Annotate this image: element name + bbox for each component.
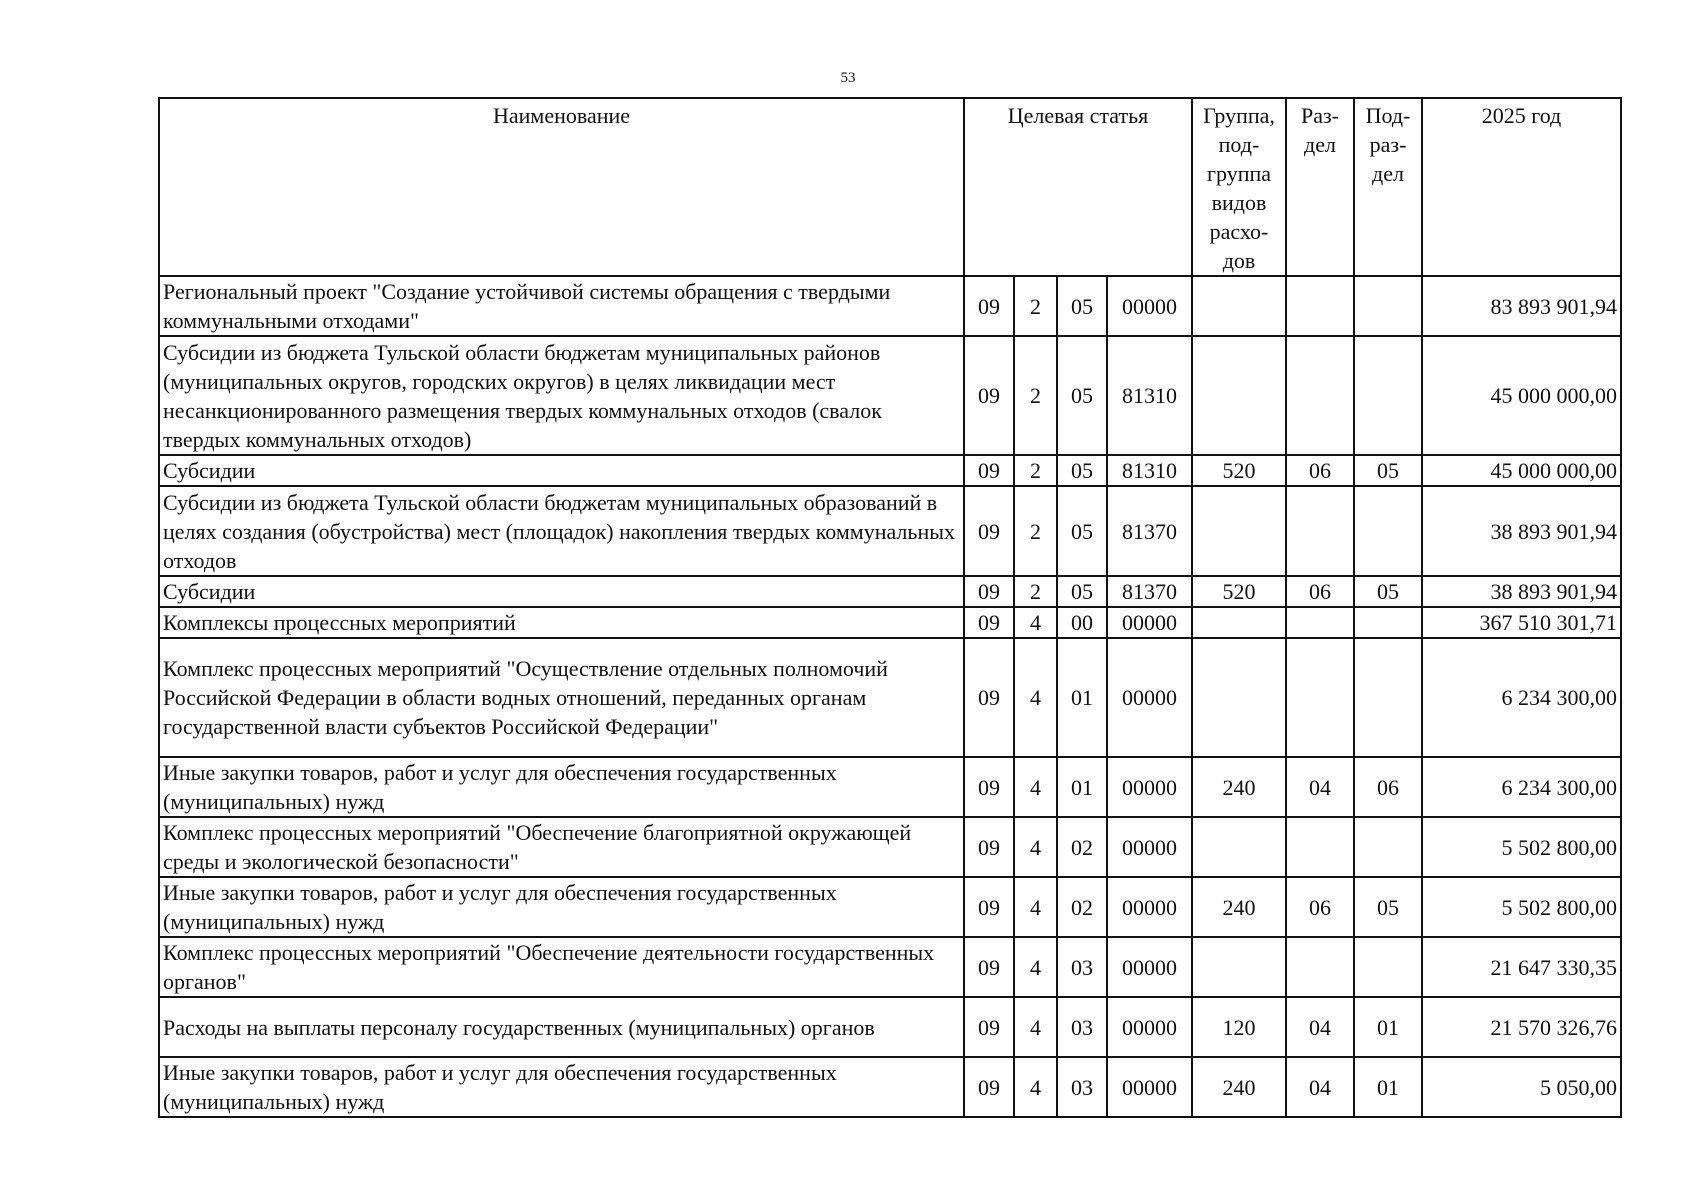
target-code-3: 01: [1057, 757, 1107, 817]
target-code-3: 02: [1057, 817, 1107, 877]
target-code-1: 09: [964, 817, 1014, 877]
target-code-1: 09: [964, 1057, 1014, 1117]
row-name: Субсидии: [159, 576, 964, 607]
section-code: 06: [1286, 877, 1354, 937]
amount-2025: 5 502 800,00: [1422, 877, 1621, 937]
target-code-3: 05: [1057, 276, 1107, 336]
row-name: Иные закупки товаров, работ и услуг для обеспечения государственных (муниципальных) нужд: [159, 1057, 964, 1117]
target-code-4: 00000: [1107, 1057, 1192, 1117]
target-code-3: 03: [1057, 997, 1107, 1057]
section-code: 04: [1286, 757, 1354, 817]
target-code-2: 2: [1014, 336, 1057, 455]
row-name: Региональный проект "Создание устойчивой системы обращения с твердыми коммунальными отходами": [159, 276, 964, 336]
expense-group: [1192, 336, 1286, 455]
table-row: [159, 757, 1621, 817]
target-code-2: 4: [1014, 817, 1057, 877]
budget-table: [158, 97, 1622, 1118]
amount-2025: 21 570 326,76: [1422, 997, 1621, 1057]
expense-group: 520: [1192, 576, 1286, 607]
row-name: Комплекс процессных мероприятий "Обеспечение благоприятной окружающей среды и экологической безопасности": [159, 817, 964, 877]
amount-2025: 45 000 000,00: [1422, 336, 1621, 455]
table-row: [159, 607, 1621, 638]
target-code-4: 00000: [1107, 937, 1192, 997]
row-name: Субсидии: [159, 455, 964, 486]
target-code-2: 2: [1014, 576, 1057, 607]
expense-group: [1192, 607, 1286, 638]
header-row: [159, 98, 1621, 276]
target-code-3: 03: [1057, 1057, 1107, 1117]
target-code-2: 2: [1014, 455, 1057, 486]
header-subsection: Под-раз-дел: [1354, 98, 1422, 276]
target-code-1: 09: [964, 486, 1014, 576]
section-code: 06: [1286, 455, 1354, 486]
amount-2025: 6 234 300,00: [1422, 638, 1621, 757]
expense-group: [1192, 937, 1286, 997]
section-code: 04: [1286, 997, 1354, 1057]
target-code-4: 00000: [1107, 276, 1192, 336]
target-code-4: 00000: [1107, 817, 1192, 877]
table-body: [159, 276, 1621, 1117]
row-name: Комплекс процессных мероприятий "Осуществление отдельных полномочий Российской Федерации в области водных отношений, переданных органам государственной власти субъектов Российской Федерации": [159, 638, 964, 757]
amount-2025: 38 893 901,94: [1422, 576, 1621, 607]
target-code-1: 09: [964, 607, 1014, 638]
target-code-4: 00000: [1107, 607, 1192, 638]
target-code-4: 00000: [1107, 638, 1192, 757]
row-name: Субсидии из бюджета Тульской области бюджетам муниципальных образований в целях создания (обустройства) мест (площадок) накопления твердых коммунальных отходов: [159, 486, 964, 576]
subsection-code: 01: [1354, 1057, 1422, 1117]
row-name: Иные закупки товаров, работ и услуг для обеспечения государственных (муниципальных) нужд: [159, 757, 964, 817]
table-row: [159, 336, 1621, 455]
expense-group: [1192, 486, 1286, 576]
target-code-3: 05: [1057, 576, 1107, 607]
target-code-2: 2: [1014, 486, 1057, 576]
subsection-code: [1354, 638, 1422, 757]
table-row: [159, 1057, 1621, 1117]
table-row: [159, 877, 1621, 937]
row-name: Комплекс процессных мероприятий "Обеспечение деятельности государственных органов": [159, 937, 964, 997]
expense-group: [1192, 276, 1286, 336]
subsection-code: [1354, 937, 1422, 997]
target-code-4: 81310: [1107, 336, 1192, 455]
subsection-code: [1354, 607, 1422, 638]
target-code-1: 09: [964, 276, 1014, 336]
target-code-1: 09: [964, 336, 1014, 455]
expense-group: 240: [1192, 877, 1286, 937]
target-code-1: 09: [964, 576, 1014, 607]
target-code-3: 03: [1057, 937, 1107, 997]
subsection-code: 06: [1354, 757, 1422, 817]
subsection-code: 05: [1354, 877, 1422, 937]
header-group: Группа, под-группа видов расхо-дов: [1192, 98, 1286, 276]
subsection-code: [1354, 486, 1422, 576]
section-code: [1286, 817, 1354, 877]
subsection-code: 01: [1354, 997, 1422, 1057]
target-code-3: 01: [1057, 638, 1107, 757]
table-row: [159, 638, 1621, 757]
header-section: Раз-дел: [1286, 98, 1354, 276]
target-code-4: 00000: [1107, 757, 1192, 817]
table-row: [159, 937, 1621, 997]
target-code-2: 4: [1014, 607, 1057, 638]
row-name: Субсидии из бюджета Тульской области бюджетам муниципальных районов (муниципальных округов, городских округов) в целях ликвидации мест несанкционированного размещения твердых коммунальных отходов (свалок твердых коммунальных отходов): [159, 336, 964, 455]
section-code: [1286, 336, 1354, 455]
target-code-1: 09: [964, 997, 1014, 1057]
target-code-3: 05: [1057, 486, 1107, 576]
expense-group: [1192, 817, 1286, 877]
target-code-4: 81370: [1107, 576, 1192, 607]
target-code-3: 02: [1057, 877, 1107, 937]
section-code: 06: [1286, 576, 1354, 607]
amount-2025: 5 502 800,00: [1422, 817, 1621, 877]
subsection-code: 05: [1354, 455, 1422, 486]
row-name: Комплексы процессных мероприятий: [159, 607, 964, 638]
table-row: [159, 455, 1621, 486]
expense-group: 240: [1192, 757, 1286, 817]
page-number: 53: [840, 70, 856, 86]
target-code-1: 09: [964, 937, 1014, 997]
target-code-2: 4: [1014, 877, 1057, 937]
table-row: [159, 997, 1621, 1057]
target-code-2: 4: [1014, 757, 1057, 817]
section-code: [1286, 638, 1354, 757]
subsection-code: 05: [1354, 576, 1422, 607]
expense-group: 520: [1192, 455, 1286, 486]
amount-2025: 83 893 901,94: [1422, 276, 1621, 336]
target-code-1: 09: [964, 757, 1014, 817]
header-year: 2025 год: [1422, 98, 1621, 276]
target-code-2: 4: [1014, 997, 1057, 1057]
subsection-code: [1354, 336, 1422, 455]
amount-2025: 21 647 330,35: [1422, 937, 1621, 997]
table-row: [159, 276, 1621, 336]
target-code-4: 00000: [1107, 997, 1192, 1057]
table-row: [159, 576, 1621, 607]
target-code-4: 81370: [1107, 486, 1192, 576]
amount-2025: 45 000 000,00: [1422, 455, 1621, 486]
table-row: [159, 817, 1621, 877]
section-code: [1286, 486, 1354, 576]
section-code: [1286, 937, 1354, 997]
amount-2025: 38 893 901,94: [1422, 486, 1621, 576]
target-code-2: 4: [1014, 1057, 1057, 1117]
target-code-1: 09: [964, 638, 1014, 757]
section-code: [1286, 607, 1354, 638]
header-target-article: Целевая статья: [964, 98, 1192, 276]
target-code-2: 4: [1014, 638, 1057, 757]
header-name: Наименование: [159, 98, 964, 276]
expense-group: 240: [1192, 1057, 1286, 1117]
section-code: 04: [1286, 1057, 1354, 1117]
row-name: Иные закупки товаров, работ и услуг для обеспечения государственных (муниципальных) нужд: [159, 877, 964, 937]
subsection-code: [1354, 817, 1422, 877]
target-code-2: 2: [1014, 276, 1057, 336]
amount-2025: 6 234 300,00: [1422, 757, 1621, 817]
target-code-3: 05: [1057, 455, 1107, 486]
amount-2025: 367 510 301,71: [1422, 607, 1621, 638]
table-row: [159, 486, 1621, 576]
target-code-2: 4: [1014, 937, 1057, 997]
amount-2025: 5 050,00: [1422, 1057, 1621, 1117]
target-code-4: 00000: [1107, 877, 1192, 937]
expense-group: 120: [1192, 997, 1286, 1057]
section-code: [1286, 276, 1354, 336]
row-name: Расходы на выплаты персоналу государственных (муниципальных) органов: [159, 997, 964, 1057]
target-code-3: 00: [1057, 607, 1107, 638]
target-code-3: 05: [1057, 336, 1107, 455]
expense-group: [1192, 638, 1286, 757]
target-code-4: 81310: [1107, 455, 1192, 486]
subsection-code: [1354, 276, 1422, 336]
target-code-1: 09: [964, 455, 1014, 486]
target-code-1: 09: [964, 877, 1014, 937]
